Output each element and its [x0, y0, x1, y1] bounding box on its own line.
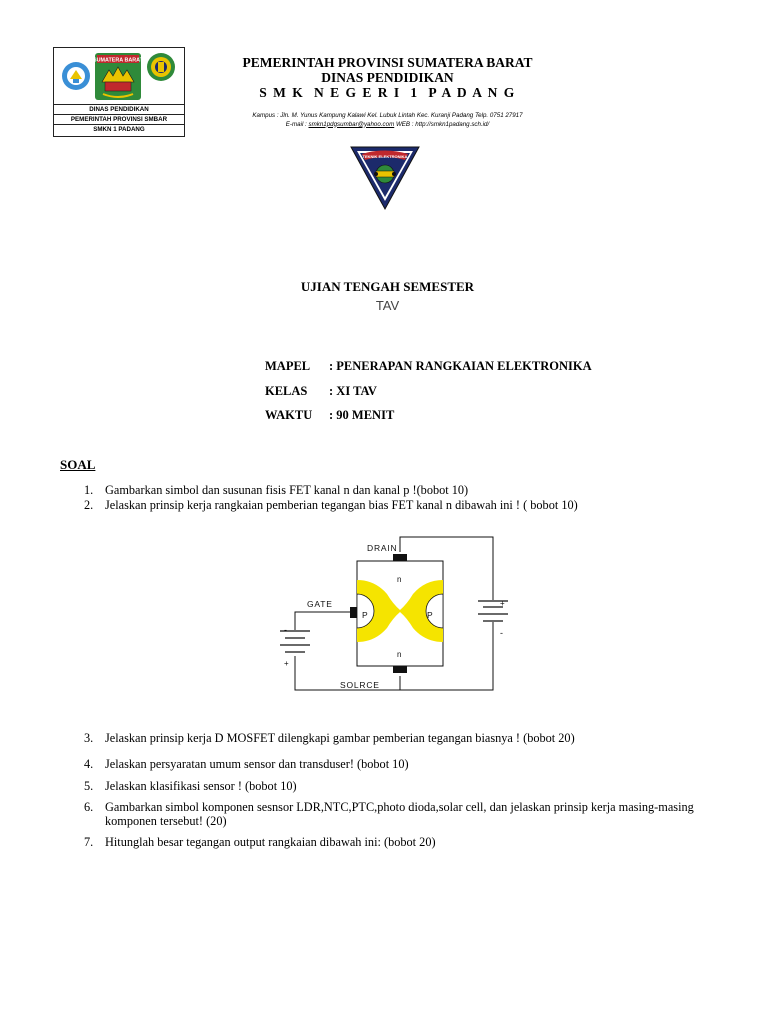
- question-number: 7.: [84, 835, 94, 849]
- teknik-elektronika-emblem: [348, 143, 422, 213]
- logo-box-line-2: PEMERINTAH PROVINSI SMBAR: [54, 114, 184, 125]
- tut-wuri-logo: [62, 62, 90, 90]
- gate-wire: [295, 612, 350, 630]
- emblem-text: TEKNIK ELEKTRONIKA: [362, 154, 408, 159]
- institution-logo-box: [53, 47, 185, 137]
- question-text: Gambarkan simbol komponen sesnsor LDR,NTC,PTC,photo dioda,solar cell, dan jelaskan prinsip kerja masing-masing komponen tersebut! (20): [105, 800, 694, 828]
- question-1: [84, 483, 714, 499]
- contact-line: [190, 121, 585, 130]
- crest-banner-text: SUMATERA BARAT: [93, 57, 143, 64]
- meta-key: WAKTU: [265, 408, 313, 422]
- section-heading: SOAL: [60, 457, 96, 472]
- web-label: WEB :: [395, 120, 414, 128]
- n-label-top: n: [397, 575, 402, 584]
- question-text: Hitunglah besar tegangan output rangkaian dibawah ini: (bobot 20): [105, 835, 436, 849]
- question-text: Gambarkan simbol dan susunan fisis FET kanal n dan kanal p !(bobot 10): [105, 483, 469, 497]
- letterhead-line-1: PEMERINTAH PROVINSI SUMATERA BARAT: [242, 55, 533, 70]
- letterhead-line-2: DINAS PENDIDIKAN: [321, 70, 454, 85]
- gate-label: GATE: [307, 599, 333, 609]
- p-label-left: P: [362, 610, 368, 620]
- letterhead-title: [190, 55, 585, 100]
- question-text: Jelaskan klasifikasi sensor ! (bobot 10): [105, 779, 297, 793]
- email-link[interactable]: smkn1pdgsumbar@yahoo.com: [308, 120, 395, 128]
- p-label-right: P: [427, 610, 433, 620]
- jfet-bias-circuit-diagram: [275, 532, 505, 697]
- question-number: 3.: [84, 731, 94, 745]
- question-2: [84, 498, 714, 514]
- question-text: Jelaskan prinsip kerja D MOSFET dilengkapi gambar pemberian tegangan biasnya ! (bobot 20): [105, 731, 575, 745]
- smk-logo: [147, 53, 175, 81]
- source-label: SOLRCE: [340, 680, 380, 690]
- drain-contact: [393, 554, 407, 561]
- question-number: 1.: [84, 483, 94, 497]
- question-3: [84, 731, 714, 747]
- drain-battery-minus: -: [500, 628, 503, 638]
- meta-value: : XI TAV: [329, 384, 377, 398]
- exam-subtitle: TAV: [375, 298, 400, 313]
- meta-key: MAPEL: [265, 359, 311, 373]
- address-text: Kampus : Jln. M. Yunus Kampung Kalawi Kel. Lubuk Lintah Kec. Kuranji Padang Telp. 0751 27917: [252, 112, 523, 119]
- logo-box-line-3: SMKN 1 PADANG: [54, 124, 184, 135]
- meta-key: KELAS: [265, 384, 308, 398]
- web-link[interactable]: http://smkn1padang.sch.id/: [415, 120, 490, 128]
- meta-waktu: [265, 408, 394, 424]
- question-number: 5.: [84, 779, 94, 793]
- meta-value: : 90 MENIT: [329, 408, 395, 422]
- drain-battery-plus: +: [500, 599, 505, 608]
- logo-box-line-1: DINAS PENDIDIKAN: [54, 104, 184, 115]
- question-number: 4.: [84, 757, 94, 771]
- question-number: 2.: [84, 498, 94, 512]
- question-7: [84, 835, 714, 851]
- question-number: 6.: [84, 800, 94, 814]
- question-5: [84, 779, 714, 795]
- question-6: [84, 800, 714, 830]
- source-contact: [393, 666, 407, 673]
- gate-battery-minus: -: [284, 625, 287, 635]
- letterhead-line-3: S M K N E G E R I 1 P A D A N G: [259, 85, 516, 100]
- sumatera-barat-crest: [93, 53, 144, 100]
- question-text: Jelaskan prinsip kerja rangkaian pemberian tegangan bias FET kanal n dibawah ini ! ( bobot 10): [105, 498, 578, 512]
- question-text: Jelaskan persyaratan umum sensor dan transduser! (bobot 10): [105, 757, 409, 771]
- exam-title: UJIAN TENGAH SEMESTER: [300, 279, 475, 294]
- gate-contact: [350, 607, 357, 618]
- drain-label: DRAIN: [367, 543, 398, 553]
- letterhead-contact: [190, 112, 585, 129]
- meta-mapel: [265, 359, 592, 375]
- email-label: E-mail :: [285, 120, 307, 128]
- institution-logos: [57, 50, 181, 102]
- question-4: [84, 757, 714, 773]
- meta-kelas: [265, 384, 377, 400]
- n-label-bottom: n: [397, 650, 402, 659]
- meta-value: : PENERAPAN RANGKAIAN ELEKTRONIKA: [329, 359, 592, 373]
- gate-battery-plus: +: [284, 659, 289, 668]
